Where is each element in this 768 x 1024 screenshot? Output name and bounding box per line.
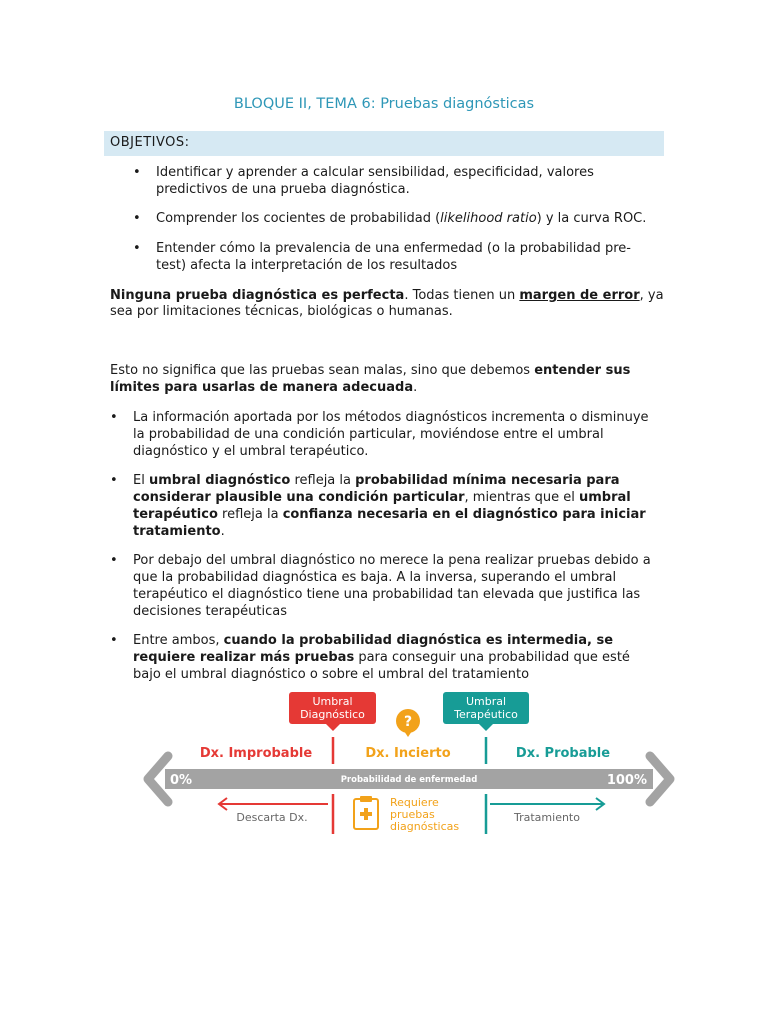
bullet-dot: • xyxy=(110,473,118,488)
bullet-dot: • xyxy=(110,410,118,425)
page-title: BLOQUE II, TEMA 6: Pruebas diagnósticas xyxy=(233,96,535,112)
rule-out-label: Descarta Dx. xyxy=(236,811,308,824)
bullet-3-line-4: decisiones terapéuticas xyxy=(133,604,287,619)
zone-label-incierto: Dx. Incierto xyxy=(365,746,451,761)
tests-required-label-1: Requiere xyxy=(390,796,439,809)
bullet-1-line-3: diagnóstico y el umbral terapéutico. xyxy=(133,444,369,459)
treatment-arrow xyxy=(490,798,604,824)
tests-required-label-2: pruebas xyxy=(390,808,435,821)
zone-label-probable: Dx. Probable xyxy=(515,746,611,761)
bullet-1-line-1: La información aportada por los métodos diagnósticos incrementa o disminuye xyxy=(133,410,649,425)
bullet-2-line-3: terapéutico refleja la confianza necesaria en el diagnóstico para iniciar xyxy=(133,507,646,522)
objectives-label: OBJETIVOS: xyxy=(110,135,190,150)
bullet-3-line-3: terapéutico el diagnóstico tiene una probabilidad tan elevada que justifica las xyxy=(133,587,641,602)
bullet-dot: • xyxy=(133,165,141,180)
bullet-1-line-2: la probabilidad de una condición particular, moviéndose entre el umbral xyxy=(133,427,604,442)
zone-label-improbable: Dx. Improbable xyxy=(199,746,313,761)
diagnostic-threshold-label-2: Diagnóstico xyxy=(300,708,365,721)
diagnostic-threshold-box xyxy=(289,692,376,731)
diagnostic-threshold-label-1: Umbral xyxy=(312,695,353,708)
bullet-dot: • xyxy=(110,633,118,648)
bullet-3-line-2: que la probabilidad diagnóstica es baja. A la inversa, superando el umbral xyxy=(133,570,617,585)
therapeutic-threshold-label-2: Terapéutico xyxy=(454,708,518,721)
objective-item-2: Comprender los cocientes de probabilidad (likelihood ratio) y la curva ROC. xyxy=(156,211,647,226)
paragraph-1-line-2: sea por limitaciones técnicas, biológicas o humanas. xyxy=(110,304,453,319)
bullet-4-line-3: bajo el umbral diagnóstico o sobre el umbral del tratamiento xyxy=(133,667,530,682)
paragraph-1-line-1: Ninguna prueba diagnóstica es perfecta. Todas tienen un margen de error, ya xyxy=(110,288,664,303)
svg-text:?: ? xyxy=(403,714,413,730)
objective-item-3-line-1: Entender cómo la prevalencia de una enfermedad (o la probabilidad pre- xyxy=(156,241,631,256)
clipboard-icon xyxy=(354,796,378,829)
bullet-2-line-2: considerar plausible una condición particular, mientras que el umbral xyxy=(133,490,631,505)
bullet-dot: • xyxy=(110,553,118,568)
treatment-label: Tratamiento xyxy=(514,811,580,824)
question-icon xyxy=(396,709,420,737)
objective-item-3-line-2: test) afecta la interpretación de los resultados xyxy=(156,258,458,273)
paragraph-2-line-1: Esto no significa que las pruebas sean malas, sino que debemos entender sus xyxy=(110,363,631,378)
objective-item-1-line-2: predictivos de una prueba diagnóstica. xyxy=(156,182,410,197)
bullet-2-line-1: El umbral diagnóstico refleja la probabilidad mínima necesaria para xyxy=(133,473,620,488)
axis-title: Probabilidad de enfermedad xyxy=(340,775,478,785)
bullet-dot: • xyxy=(133,211,141,226)
tests-required-label-3: diagnósticas xyxy=(390,820,460,833)
bullet-dot: • xyxy=(133,241,141,256)
bullet-4-line-2: requiere realizar más pruebas para conseguir una probabilidad que esté xyxy=(133,650,630,665)
axis-start-label: 0% xyxy=(170,773,193,788)
paragraph-2-line-2: límites para usarlas de manera adecuada. xyxy=(110,380,418,395)
bullet-4-line-1: Entre ambos, cuando la probabilidad diagnóstica es intermedia, se xyxy=(133,633,614,648)
axis-end-label: 100% xyxy=(606,773,647,788)
bullet-3-line-1: Por debajo del umbral diagnóstico no merece la pena realizar pruebas debido a xyxy=(133,553,651,568)
therapeutic-threshold-label-1: Umbral xyxy=(465,695,507,708)
bullet-2-line-4: tratamiento. xyxy=(133,524,225,539)
objective-item-1-line-1: Identificar y aprender a calcular sensibilidad, especificidad, valores xyxy=(156,165,594,180)
rule-out-arrow xyxy=(219,798,328,824)
therapeutic-threshold-box xyxy=(443,692,529,731)
